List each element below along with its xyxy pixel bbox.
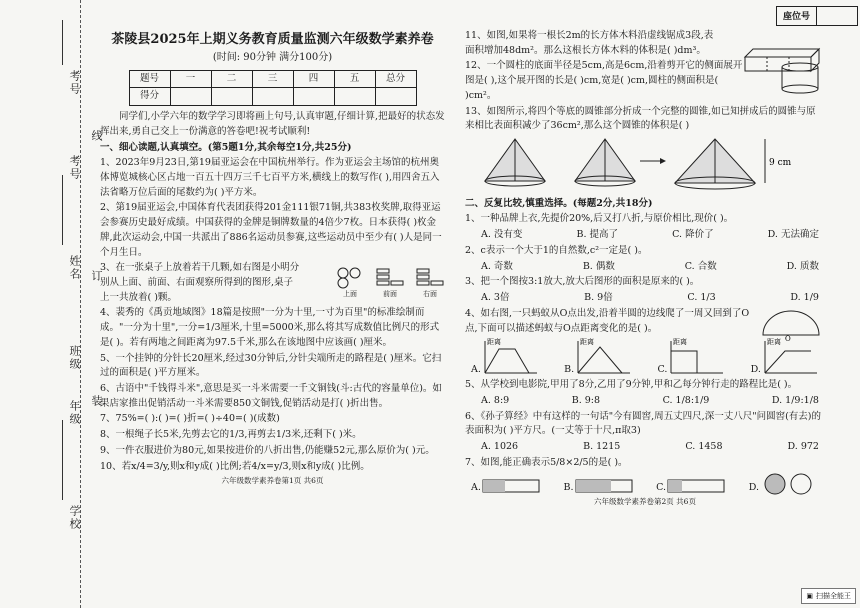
question-4: 4、裴秀的《禹贡地域图》18篇是按照"一分为十里,一寸为百里"的标准绘制而成。"一分为十里",一分=1/3厘米,十里=5000米,那么将其写成数值比例尺的形式是( )。若有两地之间距离为97.5千米,那么在该地图中应该画( )厘米。 [100,307,440,348]
section-2-heading: 二、反复比较,慎重选择。(每题2分,共18分) [465,197,653,209]
score-header: 四 [293,70,334,88]
exam-no-label-2: 考号 [68,155,81,181]
graph-a[interactable]: A. 距离 [471,337,539,377]
scanner-badge [801,588,856,604]
question-5: 5、一个挂钟的分针长20厘米,经过30分钟后,分针尖端所走的路程是( )厘米。它扫过的面积是( )平方厘米。 [100,352,442,379]
question-8: 8、一根绳子长5米,先剪去它的1/3,再剪去1/3米,还剩下( )米。 [100,429,362,441]
exam-subtitle: (时间: 90分钟 满分100分) [212,52,333,64]
side-view-label: 右面 [423,290,437,299]
option[interactable]: A. 8:9 [481,394,510,406]
question-9: 9、一件衣服进价为80元,如果按进价的八折出售,仍能赚52元,那么原价为( )元。 [100,444,435,456]
option[interactable]: D. 1/9 [790,292,819,304]
graph-d-axis-label: 距离 [766,338,781,347]
choice-3-options [465,291,825,306]
choice-1-options [465,228,825,243]
section-1-heading: 一、细心读题,认真填空。(第5题1分,其余每空1分,共25分) [100,141,352,153]
option[interactable]: B. 1215 [583,441,621,453]
semicircle-figure [759,307,825,341]
page-1-footer: 六年级数学素养卷第1页 共6页 [221,476,324,486]
option[interactable]: D. 972 [787,441,819,453]
option[interactable]: C. 1/3 [687,292,716,304]
question-3: 3、在一张桌子上放着若干几颗,如右图是小明分别从上面、前面、右面观察所得到的图形,桌子上一共放着( )颗。 [100,262,300,303]
graph-b-axis-label: 距离 [580,338,595,347]
graph-a-axis-label: 距离 [486,338,501,347]
choice-6-options [465,440,825,455]
seat-number-box [776,6,858,26]
score-header: 总分 [375,70,416,88]
exam-no-field[interactable] [62,20,63,65]
intro-text: 同学们,小学六年的数学学习即将画上句号,认真审题,仔细计算,把最好的状态发挥出来,勇自己交上一份满意的答卷吧!祝考试顺利! [100,111,445,137]
scanner-label: 扫描全能王 [816,592,851,600]
score-cell[interactable] [375,88,416,106]
option[interactable]: A. 没有变 [481,229,523,241]
cone-height-label: 9 cm [769,158,792,169]
seat-number-field[interactable] [817,7,857,25]
choice-4-graphs [465,334,825,377]
question-2: 2、第19届亚运会,中国体育代表团获得201金111银71铜,共383枚奖牌,取得亚运会参赛历史最好成绩。中国获得的金牌是铜牌数量的4倍少7枚。日本获得( )枚金牌,此次运动会,中国一共派出了886名运动员参赛,这些运动员中至少有( )人是同一个月生日。 [100,202,442,258]
choice-1: 1、一种品牌上衣,先提价20%,后又打八折,与原价相比,现价( )。 [465,213,734,225]
choice-2: 2、c表示一个大于1的自然数,c²一定是( )。 [465,244,648,256]
cut-word-line: 线 [90,130,103,143]
score-row-label: 得分 [129,88,170,106]
score-cell[interactable] [170,88,211,106]
cut-word-fix: 装 [90,395,103,408]
option[interactable]: D. 无法确定 [767,229,819,241]
question-7: 7、75%=( ):( )=( )折=( )÷40=( )(成数) [100,413,280,425]
choice-3: 3、把一个图按3:1放大,放大后图形的面积是原来的( )。 [465,276,700,288]
option[interactable]: B. 9:8 [571,394,601,406]
score-cell[interactable] [252,88,293,106]
score-header: 五 [334,70,375,88]
cylinder-figure [775,61,825,95]
page-1 [100,8,445,487]
top-view [335,267,365,300]
exam-no-label: 考号 [68,70,81,96]
fig-7d[interactable]: D. [749,472,819,496]
grade-label: 年级 [68,400,81,426]
page-2 [465,28,825,507]
top-view-label: 上面 [343,290,357,299]
score-cell[interactable] [293,88,334,106]
option[interactable]: B. 提高了 [576,229,619,241]
score-header: 二 [211,70,252,88]
graph-b[interactable]: B. 距离 [564,337,632,377]
choice-5: 5、从学校到电影院,甲用了8分,乙用了9分钟,甲和乙每分钟行走的路程比是( )。 [465,379,798,391]
graph-c[interactable]: C. 距离 [657,337,725,377]
question-13: 13、如图所示,将四个等底的圆锥部分折成一个完整的圆锥,如已知拼成后的圆锥与原来相比表面积减少了36cm²,那么这个圆锥的体积是( ) [465,105,816,132]
option[interactable]: A. 3倍 [481,292,510,304]
graph-c-axis-label: 距离 [673,338,688,347]
choice-5-options [465,394,825,409]
scanner-icon: ▣ [806,592,813,600]
score-header: 题号 [129,70,170,88]
fig-7b[interactable]: B. [564,472,634,496]
front-view-label: 前面 [383,290,397,299]
option[interactable]: B. 偶数 [582,260,615,272]
question-1: 1、2023年9月23日,第19届亚运会在中国杭州举行。作为亚运会主场馆的杭州奥体博览城核心区占地一百五十四万三千七百平方米,横线上的数写作( ),用四舍五入法省略万位后面的尾数约为( )平方米。 [100,157,440,198]
choice-6: 6、《孙子算经》中有这样的一句话"今有圆窖,周五丈四尺,深一丈八尺"问圆窖(有去)的表面积为( )平方尺。(一丈等于十尺,π取3) [465,410,821,437]
cones-figure [465,135,825,191]
option[interactable]: C. 合数 [684,260,717,272]
name-field[interactable] [62,175,63,245]
option[interactable]: A. 奇数 [481,260,513,272]
score-cell[interactable] [211,88,252,106]
binding-margin [0,0,103,608]
fig-7a[interactable]: A. [471,472,541,496]
option[interactable]: A. 1026 [481,441,519,453]
school-field[interactable] [62,420,63,500]
score-cell[interactable] [334,88,375,106]
option[interactable]: B. 9倍 [584,292,613,304]
question-10: 10、若x/4=3/y,则x和y成( )比例;若4/x=y/3,则x和y成( )比例。 [100,460,370,472]
side-view [415,267,445,300]
option[interactable]: D. 1/9:1/8 [771,394,819,406]
graph-d[interactable]: D. 距离 [751,337,819,377]
question-12: 12、一个圆柱的底面半径是5cm,高是6cm,沿着剪开它的侧面展开图是( ),这个展开图的长是( )cm,宽是( )cm,圆柱的侧面积是( )cm²。 [465,60,743,101]
page-2-footer: 六年级数学素养卷第2页 共6页 [594,496,696,506]
q3-views-figure [335,267,445,300]
name-label: 姓名 [68,255,81,281]
fig-7c[interactable]: C. [656,472,726,496]
score-header: 三 [252,70,293,88]
question-11: 11、如图,如果将一根长2m的长方体木料沿虚线锯成3段,表面积增加48dm²。那么这根长方体木料的体积是( )dm³。 [465,30,714,56]
front-view [375,267,405,300]
choice-7-figures [465,472,825,496]
class-label: 班级 [68,345,81,371]
seat-number-label: 座位号 [777,7,817,25]
choice-7: 7、如图,能正确表示5/8×2/5的是( )。 [465,456,628,468]
option[interactable]: C. 1458 [685,441,723,453]
choice-4: 4、如右图,一只蚂蚁从O点出发,沿着半圆的边线爬了一周又回到了O点,下面可以描述蚂蚁与O点距离变化的是( )。 [465,307,750,334]
option[interactable]: C. 1/8:1/9 [662,394,710,406]
cut-word-bind: 订 [90,270,103,283]
score-table [129,70,417,106]
choice-2-options [465,260,825,275]
score-header: 一 [170,70,211,88]
option[interactable]: C. 降价了 [672,229,714,241]
question-6: 6、古语中"千钱得斗米",意思是买一斗米需要一千文铜钱(斗:古代的容量单位)。如果店家推出促销活动一斗米需要850文铜钱,促销活动是打( )折出售。 [100,383,442,409]
school-label: 学校 [68,505,81,531]
option[interactable]: D. 质数 [786,260,819,272]
exam-title: 茶陵县2025年上期义务教育质量监测六年级数学素养卷 [111,32,434,47]
svg-text:O: O [785,334,791,341]
